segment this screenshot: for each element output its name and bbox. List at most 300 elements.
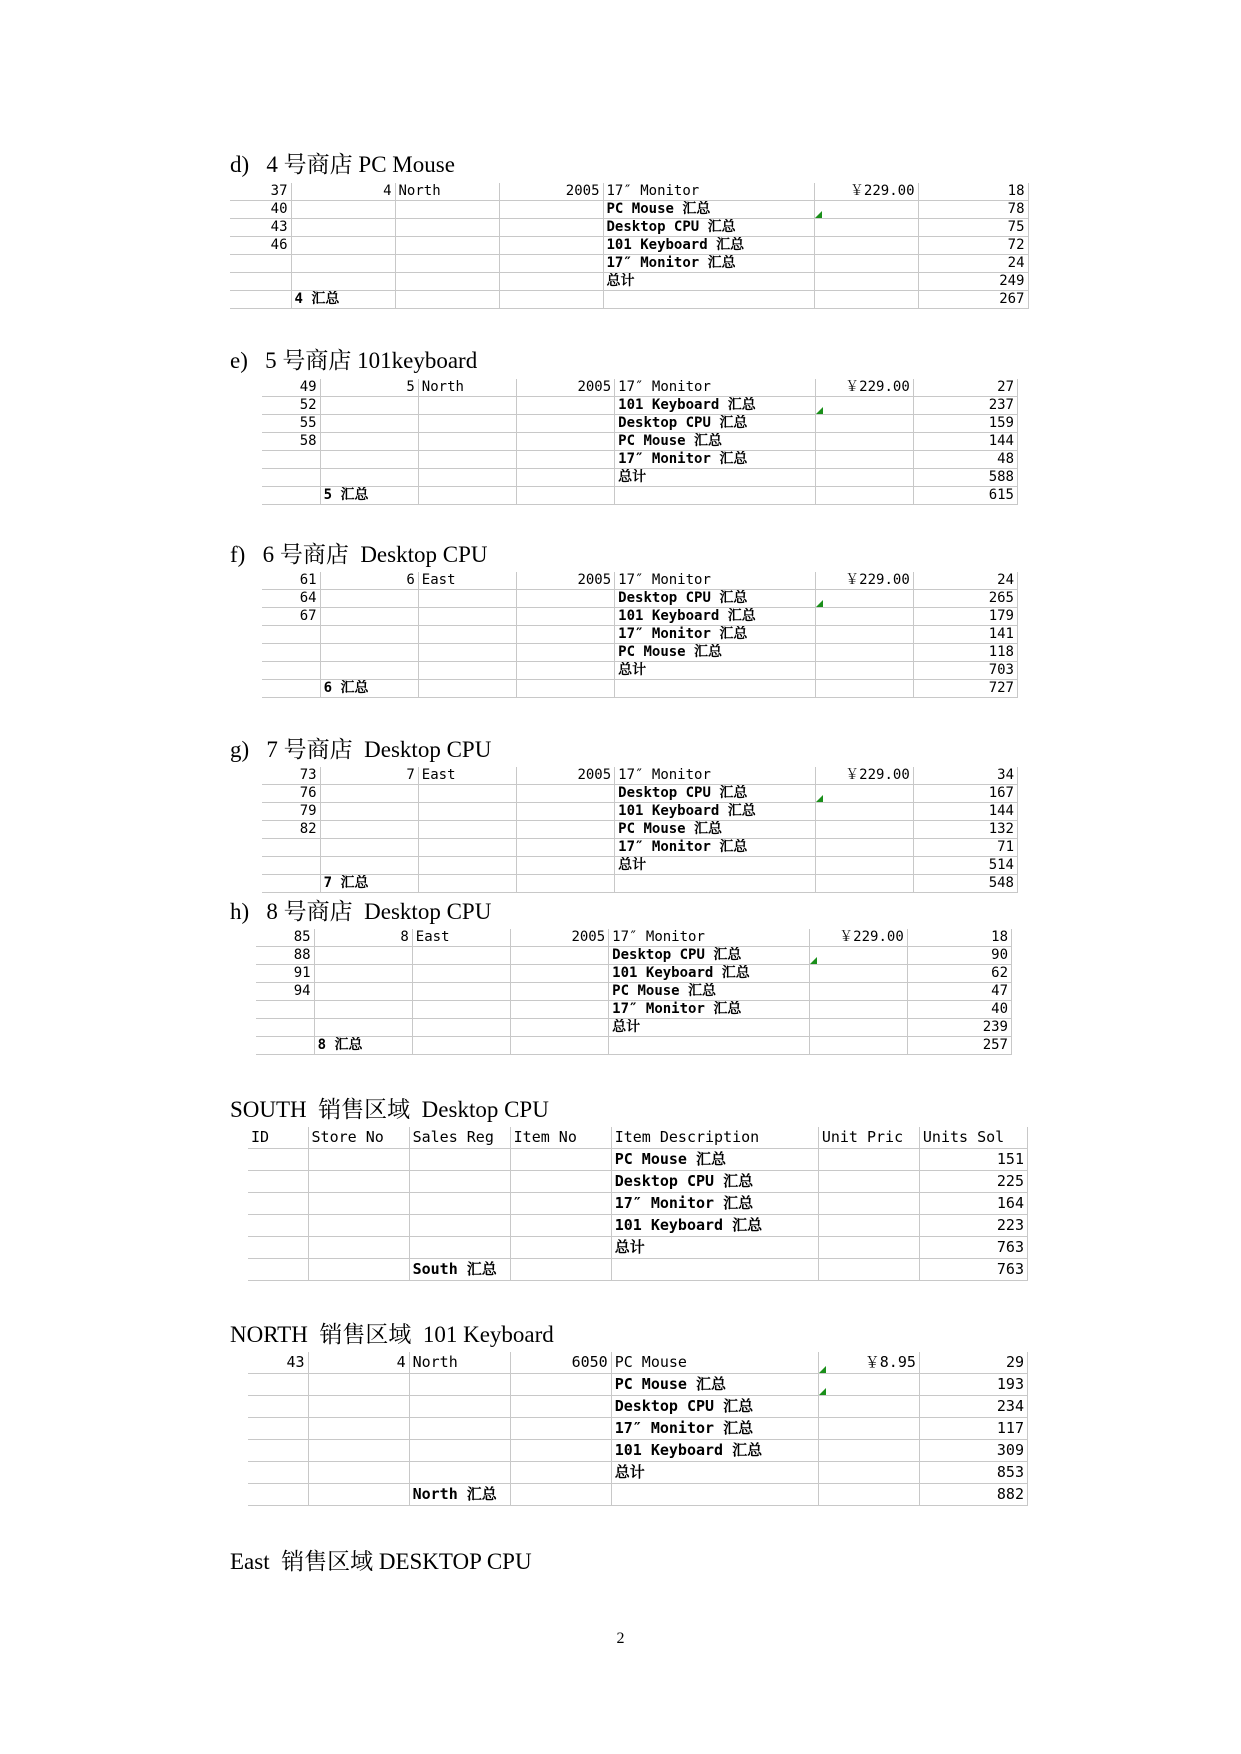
table-row	[262, 590, 1018, 608]
table-cell	[412, 1001, 510, 1019]
table-row	[262, 644, 1018, 662]
table-cell	[395, 219, 499, 237]
table-cell: 17″ Monitor 汇总	[611, 1193, 818, 1215]
table-cell: 43	[248, 1352, 308, 1374]
table-cell	[499, 237, 603, 255]
table-cell: 2005	[499, 183, 603, 201]
table-cell: 46	[230, 237, 291, 255]
table-cell	[516, 608, 614, 626]
table-cell: 4 汇总	[291, 291, 395, 309]
table-cell: 6050	[510, 1352, 611, 1374]
table-cell: ￥229.00	[815, 379, 913, 397]
table-cell: Desktop CPU 汇总	[611, 1396, 818, 1418]
table-cell	[418, 839, 516, 857]
table-cell: 239	[907, 1019, 1011, 1037]
table-cell	[516, 433, 614, 451]
table-cell	[412, 1019, 510, 1037]
table-cell: 151	[919, 1149, 1027, 1171]
table-cell	[510, 1037, 608, 1055]
table-cell: South 汇总	[409, 1259, 510, 1281]
table-cell	[308, 1215, 409, 1237]
table-cell: 7	[320, 767, 418, 785]
table-cell	[499, 219, 603, 237]
table-cell: PC Mouse 汇总	[615, 433, 815, 451]
table-cell: 6	[320, 572, 418, 590]
table-cell	[516, 875, 614, 893]
table-row	[262, 487, 1018, 505]
table-cell: 223	[919, 1215, 1027, 1237]
table-cell: 615	[913, 487, 1017, 505]
table-cell	[818, 1237, 919, 1259]
table-cell	[320, 433, 418, 451]
table-store-8	[256, 929, 1012, 1055]
table-cell	[809, 965, 907, 983]
table-cell: 总计	[615, 662, 815, 680]
table-cell: 237	[913, 397, 1017, 415]
table-cell	[510, 1019, 608, 1037]
table-cell	[262, 487, 320, 505]
table-cell	[320, 644, 418, 662]
table-cell	[510, 1171, 611, 1193]
table-cell: PC Mouse 汇总	[615, 821, 815, 839]
table-row	[262, 572, 1018, 590]
table-cell	[256, 1037, 314, 1055]
heading-e: e) 5 号商店 101keyboard	[230, 348, 478, 373]
table-store-4	[230, 183, 1029, 309]
table-cell	[230, 291, 291, 309]
table-cell	[320, 662, 418, 680]
table-cell: 167	[913, 785, 1017, 803]
table-north-region	[248, 1352, 1028, 1506]
table-cell	[248, 1149, 308, 1171]
table-cell: 118	[913, 644, 1017, 662]
table-cell	[510, 1149, 611, 1171]
table-cell: 61	[262, 572, 320, 590]
table-cell	[248, 1484, 308, 1506]
table-cell	[516, 451, 614, 469]
table-cell	[818, 1193, 919, 1215]
table-cell: 225	[919, 1171, 1027, 1193]
table-cell	[320, 590, 418, 608]
table-row	[230, 183, 1028, 201]
table-cell	[418, 397, 516, 415]
table-cell	[815, 451, 913, 469]
table-cell: 2005	[516, 767, 614, 785]
table-cell	[809, 1019, 907, 1037]
table-cell: 234	[919, 1396, 1027, 1418]
table-cell	[291, 255, 395, 273]
table-row	[262, 875, 1018, 893]
table-row	[248, 1396, 1028, 1418]
table-row	[230, 255, 1028, 273]
table-cell: East	[418, 572, 516, 590]
table-cell	[320, 626, 418, 644]
table-row	[248, 1484, 1028, 1506]
table-cell	[499, 291, 603, 309]
table-cell: 17″ Monitor 汇总	[609, 1001, 809, 1019]
table-cell	[230, 255, 291, 273]
table-cell: 514	[913, 857, 1017, 875]
table-cell	[314, 947, 412, 965]
table-row	[262, 767, 1018, 785]
table-cell: Desktop CPU 汇总	[615, 590, 815, 608]
table-cell	[510, 1193, 611, 1215]
table-cell: 49	[262, 379, 320, 397]
table-row	[248, 1237, 1028, 1259]
table-cell: 6 汇总	[320, 680, 418, 698]
table-row	[230, 201, 1028, 219]
table-cell	[395, 291, 499, 309]
table-cell	[818, 1396, 919, 1418]
page-number: 2	[616, 1630, 625, 1647]
heading-east: East 销售区域 DESKTOP CPU	[230, 1549, 532, 1574]
table-cell	[418, 626, 516, 644]
table-cell: Unit Pric	[818, 1127, 919, 1149]
table-store-7	[262, 767, 1018, 893]
table-row	[262, 803, 1018, 821]
table-cell: 257	[907, 1037, 1011, 1055]
table-cell	[603, 291, 814, 309]
table-cell	[418, 451, 516, 469]
table-cell	[248, 1259, 308, 1281]
table-cell: 8	[314, 929, 412, 947]
table-row	[248, 1374, 1028, 1396]
table-row	[262, 821, 1018, 839]
table-cell: 17″ Monitor	[615, 379, 815, 397]
table-cell: Desktop CPU 汇总	[609, 947, 809, 965]
table-cell: 91	[256, 965, 314, 983]
table-cell	[418, 469, 516, 487]
table-cell: 8 汇总	[314, 1037, 412, 1055]
table-cell: 882	[919, 1484, 1027, 1506]
table-cell	[248, 1193, 308, 1215]
table-cell	[815, 644, 913, 662]
table-cell	[418, 487, 516, 505]
table-cell	[320, 415, 418, 433]
table-cell	[818, 1149, 919, 1171]
table-row	[262, 433, 1018, 451]
table-cell: 47	[907, 983, 1011, 1001]
table-cell	[510, 1001, 608, 1019]
table-cell	[609, 1037, 809, 1055]
table-cell	[516, 839, 614, 857]
table-cell: 55	[262, 415, 320, 433]
table-cell: 101 Keyboard 汇总	[615, 803, 815, 821]
table-cell	[314, 983, 412, 1001]
table-cell	[510, 1237, 611, 1259]
table-cell	[809, 983, 907, 1001]
table-cell	[320, 803, 418, 821]
table-cell	[308, 1462, 409, 1484]
table-cell: 763	[919, 1237, 1027, 1259]
table-cell	[814, 219, 918, 237]
table-cell	[815, 433, 913, 451]
table-cell: ￥229.00	[815, 572, 913, 590]
table-row	[262, 857, 1018, 875]
table-cell	[320, 839, 418, 857]
table-cell	[308, 1396, 409, 1418]
table-cell	[510, 1374, 611, 1396]
table-row	[230, 273, 1028, 291]
table-row	[230, 291, 1028, 309]
table-cell	[248, 1237, 308, 1259]
table-cell	[510, 1440, 611, 1462]
table-cell: 132	[913, 821, 1017, 839]
table-cell	[248, 1418, 308, 1440]
table-cell	[814, 291, 918, 309]
table-cell: North 汇总	[409, 1484, 510, 1506]
table-cell	[291, 219, 395, 237]
table-cell	[818, 1215, 919, 1237]
table-cell: 159	[913, 415, 1017, 433]
table-cell	[499, 255, 603, 273]
table-cell: 58	[262, 433, 320, 451]
table-cell: 144	[913, 433, 1017, 451]
table-cell	[308, 1237, 409, 1259]
table-cell	[516, 397, 614, 415]
table-row	[248, 1462, 1028, 1484]
table-cell: 703	[913, 662, 1017, 680]
table-cell	[615, 680, 815, 698]
table-cell	[262, 839, 320, 857]
table-cell: East	[412, 929, 510, 947]
table-cell	[818, 1418, 919, 1440]
table-cell	[418, 821, 516, 839]
table-cell: PC Mouse	[611, 1352, 818, 1374]
table-cell: 27	[913, 379, 1017, 397]
table-row	[256, 947, 1012, 965]
table-cell: 17″ Monitor	[615, 572, 815, 590]
table-cell	[308, 1484, 409, 1506]
table-cell: ￥229.00	[815, 767, 913, 785]
heading-north: NORTH 销售区域 101 Keyboard	[230, 1322, 554, 1347]
table-cell: 101 Keyboard 汇总	[615, 397, 815, 415]
heading-south: SOUTH 销售区域 Desktop CPU	[230, 1097, 549, 1122]
table-row	[262, 626, 1018, 644]
table-cell: PC Mouse 汇总	[611, 1149, 818, 1171]
table-row	[262, 785, 1018, 803]
table-cell	[418, 803, 516, 821]
table-cell: PC Mouse 汇总	[603, 201, 814, 219]
table-cell: 164	[919, 1193, 1027, 1215]
table-cell	[308, 1259, 409, 1281]
table-cell	[818, 1259, 919, 1281]
table-cell: 2005	[516, 379, 614, 397]
table-cell	[510, 1259, 611, 1281]
table-cell: 94	[256, 983, 314, 1001]
table-row	[230, 237, 1028, 255]
table-cell: 71	[913, 839, 1017, 857]
table-cell: 52	[262, 397, 320, 415]
table-cell	[262, 680, 320, 698]
table-cell: North	[418, 379, 516, 397]
table-cell	[248, 1215, 308, 1237]
table-cell	[409, 1374, 510, 1396]
table-cell: 34	[913, 767, 1017, 785]
table-cell	[412, 983, 510, 1001]
table-cell: Units Sol	[919, 1127, 1027, 1149]
table-cell	[395, 255, 499, 273]
table-row	[256, 1037, 1012, 1055]
table-cell	[499, 273, 603, 291]
table-cell: ￥229.00	[809, 929, 907, 947]
table-store-5	[262, 379, 1018, 505]
table-cell: North	[409, 1352, 510, 1374]
table-cell: 82	[262, 821, 320, 839]
table-cell	[320, 469, 418, 487]
table-cell: 4	[291, 183, 395, 201]
table-cell: 85	[256, 929, 314, 947]
table-cell: 267	[918, 291, 1028, 309]
table-cell	[262, 662, 320, 680]
table-cell	[262, 644, 320, 662]
table-cell	[516, 626, 614, 644]
table-cell	[262, 626, 320, 644]
table-cell	[291, 201, 395, 219]
table-cell	[814, 255, 918, 273]
table-cell: 853	[919, 1462, 1027, 1484]
table-cell: Desktop CPU 汇总	[615, 415, 815, 433]
table-row	[262, 839, 1018, 857]
table-cell	[308, 1440, 409, 1462]
table-cell: Desktop CPU 汇总	[615, 785, 815, 803]
table-cell	[409, 1149, 510, 1171]
table-cell	[516, 487, 614, 505]
table-cell: 2005	[516, 572, 614, 590]
table-row	[262, 680, 1018, 698]
table-cell	[262, 875, 320, 893]
table-cell: 17″ Monitor	[603, 183, 814, 201]
table-cell	[256, 1001, 314, 1019]
table-cell: Desktop CPU 汇总	[603, 219, 814, 237]
table-cell: Sales Reg	[409, 1127, 510, 1149]
table-cell: Item Description	[611, 1127, 818, 1149]
table-cell	[418, 857, 516, 875]
table-cell	[510, 947, 608, 965]
table-cell	[615, 487, 815, 505]
table-cell	[516, 680, 614, 698]
table-cell	[510, 1462, 611, 1484]
table-row	[262, 397, 1018, 415]
table-row	[256, 1001, 1012, 1019]
table-cell: 101 Keyboard 汇总	[611, 1440, 818, 1462]
table-cell	[248, 1462, 308, 1484]
table-cell	[308, 1193, 409, 1215]
heading-g: g) 7 号商店 Desktop CPU	[230, 737, 492, 762]
table-cell	[815, 839, 913, 857]
table-cell: 17″ Monitor 汇总	[611, 1418, 818, 1440]
table-cell	[516, 662, 614, 680]
table-row	[256, 983, 1012, 1001]
table-cell	[291, 237, 395, 255]
table-cell	[516, 821, 614, 839]
table-cell	[320, 821, 418, 839]
table-cell	[516, 590, 614, 608]
table-cell	[815, 469, 913, 487]
table-cell: 78	[918, 201, 1028, 219]
table-cell: 29	[919, 1352, 1027, 1374]
table-cell: 总计	[615, 857, 815, 875]
table-cell: PC Mouse 汇总	[609, 983, 809, 1001]
table-row	[262, 662, 1018, 680]
table-cell	[320, 857, 418, 875]
table-cell: 101 Keyboard 汇总	[615, 608, 815, 626]
table-cell	[516, 785, 614, 803]
table-cell	[814, 201, 918, 219]
table-cell	[395, 273, 499, 291]
table-cell: Item No	[510, 1127, 611, 1149]
table-cell	[615, 875, 815, 893]
table-cell	[510, 965, 608, 983]
table-row	[248, 1149, 1028, 1171]
table-cell	[418, 608, 516, 626]
table-cell	[308, 1149, 409, 1171]
table-cell	[291, 273, 395, 291]
table-cell	[516, 857, 614, 875]
table-cell	[262, 857, 320, 875]
table-cell: 64	[262, 590, 320, 608]
table-cell	[499, 201, 603, 219]
table-cell: 总计	[611, 1237, 818, 1259]
table-cell	[409, 1396, 510, 1418]
table-cell	[510, 983, 608, 1001]
table-cell: ID	[248, 1127, 308, 1149]
table-cell: 588	[913, 469, 1017, 487]
table-cell: 548	[913, 875, 1017, 893]
table-cell	[516, 803, 614, 821]
table-cell: PC Mouse 汇总	[611, 1374, 818, 1396]
table-cell: 17″ Monitor 汇总	[615, 839, 815, 857]
table-cell: 总计	[609, 1019, 809, 1037]
table-row	[262, 451, 1018, 469]
table-cell: 79	[262, 803, 320, 821]
table-cell	[510, 1215, 611, 1237]
table-row	[248, 1440, 1028, 1462]
table-cell: East	[418, 767, 516, 785]
table-cell	[815, 821, 913, 839]
table-cell: PC Mouse 汇总	[615, 644, 815, 662]
table-cell	[412, 947, 510, 965]
table-cell	[815, 487, 913, 505]
table-cell: 17″ Monitor	[615, 767, 815, 785]
table-cell	[314, 965, 412, 983]
table-cell: 67	[262, 608, 320, 626]
table-cell: 144	[913, 803, 1017, 821]
table-row	[256, 965, 1012, 983]
table-cell: 43	[230, 219, 291, 237]
table-cell	[308, 1374, 409, 1396]
table-cell	[418, 644, 516, 662]
table-store-6	[262, 572, 1018, 698]
table-cell	[409, 1237, 510, 1259]
table-cell	[418, 415, 516, 433]
table-cell: North	[395, 183, 499, 201]
table-cell: 141	[913, 626, 1017, 644]
table-cell	[611, 1259, 818, 1281]
table-cell: 17″ Monitor 汇总	[615, 451, 815, 469]
table-cell	[395, 237, 499, 255]
table-cell	[818, 1462, 919, 1484]
table-row	[262, 415, 1018, 433]
table-cell: 2005	[510, 929, 608, 947]
table-row	[248, 1171, 1028, 1193]
table-cell	[409, 1440, 510, 1462]
table-cell	[815, 857, 913, 875]
table-row	[248, 1418, 1028, 1440]
table-cell: 62	[907, 965, 1011, 983]
table-cell	[412, 965, 510, 983]
table-row	[256, 929, 1012, 947]
